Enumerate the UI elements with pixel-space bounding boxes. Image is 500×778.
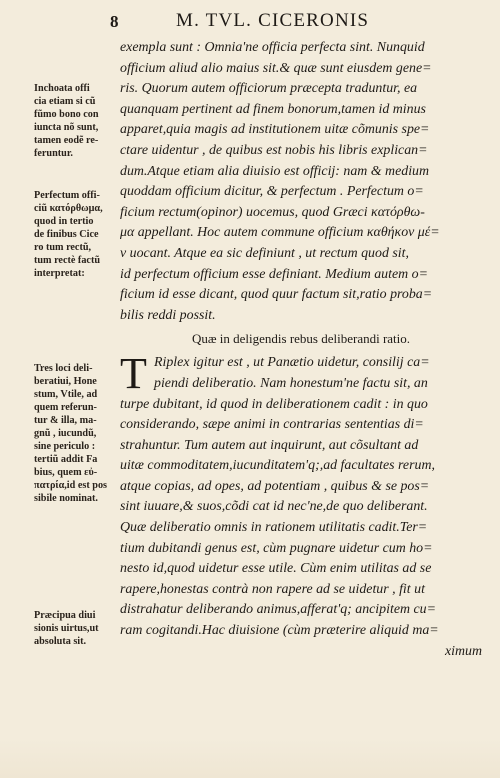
marginal-line: quem referun-	[34, 402, 97, 413]
marginal-note	[34, 362, 107, 505]
running-head: M. TVL. CICERONIS	[176, 10, 370, 31]
text-line: ctare uidentur , de quibus est nobis his libris explican=	[120, 142, 428, 158]
marginal-line: stum, Vtile, ad	[34, 389, 98, 400]
marginal-line: iuncta nõ sunt,	[34, 122, 99, 133]
marginal-line: Præcipua diui	[34, 610, 96, 621]
marginal-line: bius, quem εὐ-	[34, 467, 98, 478]
text-line: nesto id,quod uidetur esse utile. Cùm enim utilitas ad se	[120, 561, 432, 577]
dropcap-paragraph	[120, 349, 482, 399]
text-line: ficium id esse dicant, quod quur factum sit,ratio proba=	[120, 287, 433, 303]
marginal-note	[34, 82, 99, 160]
text-line: piendi deliberatio. Nam honestum'ne factu sit, an	[154, 375, 428, 391]
text-line: apparet,quia magis ad institutionem uitæ cõmunis spe=	[120, 122, 430, 138]
marginal-line: gnũ , iucundũ,	[34, 428, 97, 439]
page-number: 8	[110, 12, 119, 31]
text-line: quanquam pertinent ad finem bonorum,tamen id minus	[120, 101, 426, 117]
text-line: turpe dubitant, id quod in deliberationem cadit : in quo	[120, 396, 428, 412]
text-line: ficium rectum(opinor) uocemus, quod Græci κατόρθω-	[120, 204, 425, 220]
marginal-line: ciũ κατόρθωμα,	[34, 203, 103, 214]
marginal-line: fũmo bono con	[34, 109, 99, 120]
marginal-line: cia etiam si cũ	[34, 96, 96, 107]
marginal-line: de finibus Cice	[34, 229, 99, 240]
marginal-line: ro tum rectũ,	[34, 242, 92, 253]
text-line: considerando, sæpe animi in contrarias sententias di=	[120, 417, 424, 433]
text-line: tium dubitandi genus est, cùm pugnare uidetur cum ho=	[120, 540, 433, 556]
marginal-line: Tres loci deli-	[34, 363, 93, 374]
text-line: uitæ commoditatem,iucunditatem'q;,ad facultates rerum,	[120, 458, 435, 474]
marginal-line: Perfectum offi-	[34, 190, 100, 201]
marginal-line: quod in tertio	[34, 216, 94, 227]
text-line: Riplex igitur est , ut Panætio uidetur, consilij ca=	[154, 355, 430, 371]
text-line: ν uocant. Atque ea sic definiunt , ut rectum quod sit,	[120, 245, 409, 261]
text-line: strahuntur. Tum autem aut inquirunt, aut cõsultant ad	[120, 437, 419, 453]
text-line: exempla sunt : Omnia'ne officia perfecta sint. Nunquid	[120, 40, 425, 55]
marginal-line: Inchoata offi	[34, 83, 90, 94]
text-line: distrahatur deliberando animus,afferat'q; ancipitem cu=	[120, 602, 436, 618]
marginal-line: interpretat:	[34, 268, 85, 279]
text-line: officium aliud alio maius sit.& quæ sunt eiusdem gene=	[120, 60, 432, 76]
text-line: atque copias, ad opes, ad potentiam , quibus & se pos=	[120, 478, 430, 494]
marginal-line: tamen eodẽ re-	[34, 135, 99, 146]
text-line: ram cogitandi.Hac diuisione (cùm præterire aliquid ma=	[120, 623, 439, 639]
page-header	[0, 10, 500, 34]
marginal-note	[34, 609, 99, 648]
catchword: ximum	[444, 643, 482, 659]
marginal-line: sine periculo :	[34, 441, 96, 452]
text-line: bilis reddi possit.	[120, 307, 216, 323]
main-text	[120, 38, 482, 662]
text-line: μα appellant. Hoc autem commune officium καθήκον μέ=	[120, 225, 440, 241]
text-line: quoddam officium dicitur, & perfectum . Perfectum o=	[120, 184, 424, 200]
page-bottom-margin	[0, 738, 500, 778]
marginal-line: absoluta sit.	[34, 636, 87, 647]
text-line: Quæ deliberatio omnis in rationem utilitatis cadit.Ter=	[120, 520, 428, 536]
section-heading: Quæ in deligendis rebus deliberandi ratio.	[191, 331, 411, 347]
text-line: rapere,honestas contrà non rapere ad se uidetur , fit ut	[120, 581, 425, 597]
marginal-note	[34, 189, 103, 280]
marginal-line: tertiũ addit Fa	[34, 454, 98, 465]
text-line: ris. Quorum autem officiorum præcepta traduntur, ea	[120, 81, 418, 97]
drop-cap: T	[120, 349, 147, 399]
marginal-line: tur & illa, ma-	[34, 415, 97, 426]
marginal-line: feruntur.	[34, 148, 73, 159]
marginal-line: sionis uirtus,ut	[34, 623, 99, 634]
text-line: sint iuuare,& suos,cõdi cat id nec'ne,de quo deliberant.	[120, 499, 428, 515]
marginal-line: sibile nominat.	[34, 493, 98, 504]
text-line: id perfectum officium esse definiant. Medium autem o=	[120, 266, 428, 282]
marginal-line: πατρία,id est pos	[34, 480, 107, 491]
marginal-line: tum rectè factũ	[34, 255, 100, 266]
text-line: dum.Atque etiam alia diuisio est officij: nam & medium	[120, 163, 430, 179]
marginal-line: beratiui, Hone	[34, 376, 97, 387]
